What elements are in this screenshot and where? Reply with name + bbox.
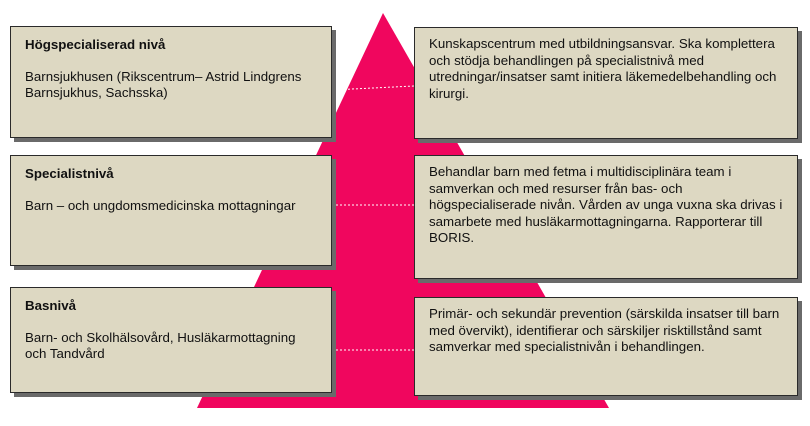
- level-title: Högspecialiserad nivå: [25, 37, 166, 52]
- level-responsibility: Primär- och sekundär prevention (särskilda insatser till barn med övervikt), identifierar och särskiljer risktillstånd samt samverkar med specialistnivån i behandlingen.: [429, 306, 780, 354]
- level-description-hogspecialiserad: [414, 27, 798, 139]
- level-providers: Barn – och ungdomsmedicinska mottagningar: [25, 197, 296, 213]
- level-box-bas: [10, 287, 332, 393]
- level-providers: Barnsjukhusen (Rikscentrum– Astrid Lindgrens Barnsjukhus, Sachsska): [25, 68, 302, 100]
- level-description-specialist: [414, 155, 798, 279]
- level-responsibility: Behandlar barn med fetma i multidisciplinära team i samverkan och med resurser från bas- och högspecialiserade nivån. Vården av unga vuxna ska drivas i samarbete med husläkarmottagningarna. Rapporterar till BORIS.: [429, 164, 783, 245]
- level-providers: Barn- och Skolhälsovård, Husläkarmottagning och Tandvård: [25, 329, 296, 361]
- level-description-bas: [414, 297, 798, 396]
- level-box-hogspecialiserad: [10, 26, 332, 138]
- level-title: Basnivå: [25, 298, 76, 313]
- level-box-specialist: [10, 155, 332, 266]
- level-title: Specialistnivå: [25, 166, 114, 181]
- level-responsibility: Kunskapscentrum med utbildningsansvar. Ska komplettera och stödja behandlingen på specialistnivå med utredningar/insatser samt initiera läkemedelbehandling och kirurgi.: [429, 36, 777, 101]
